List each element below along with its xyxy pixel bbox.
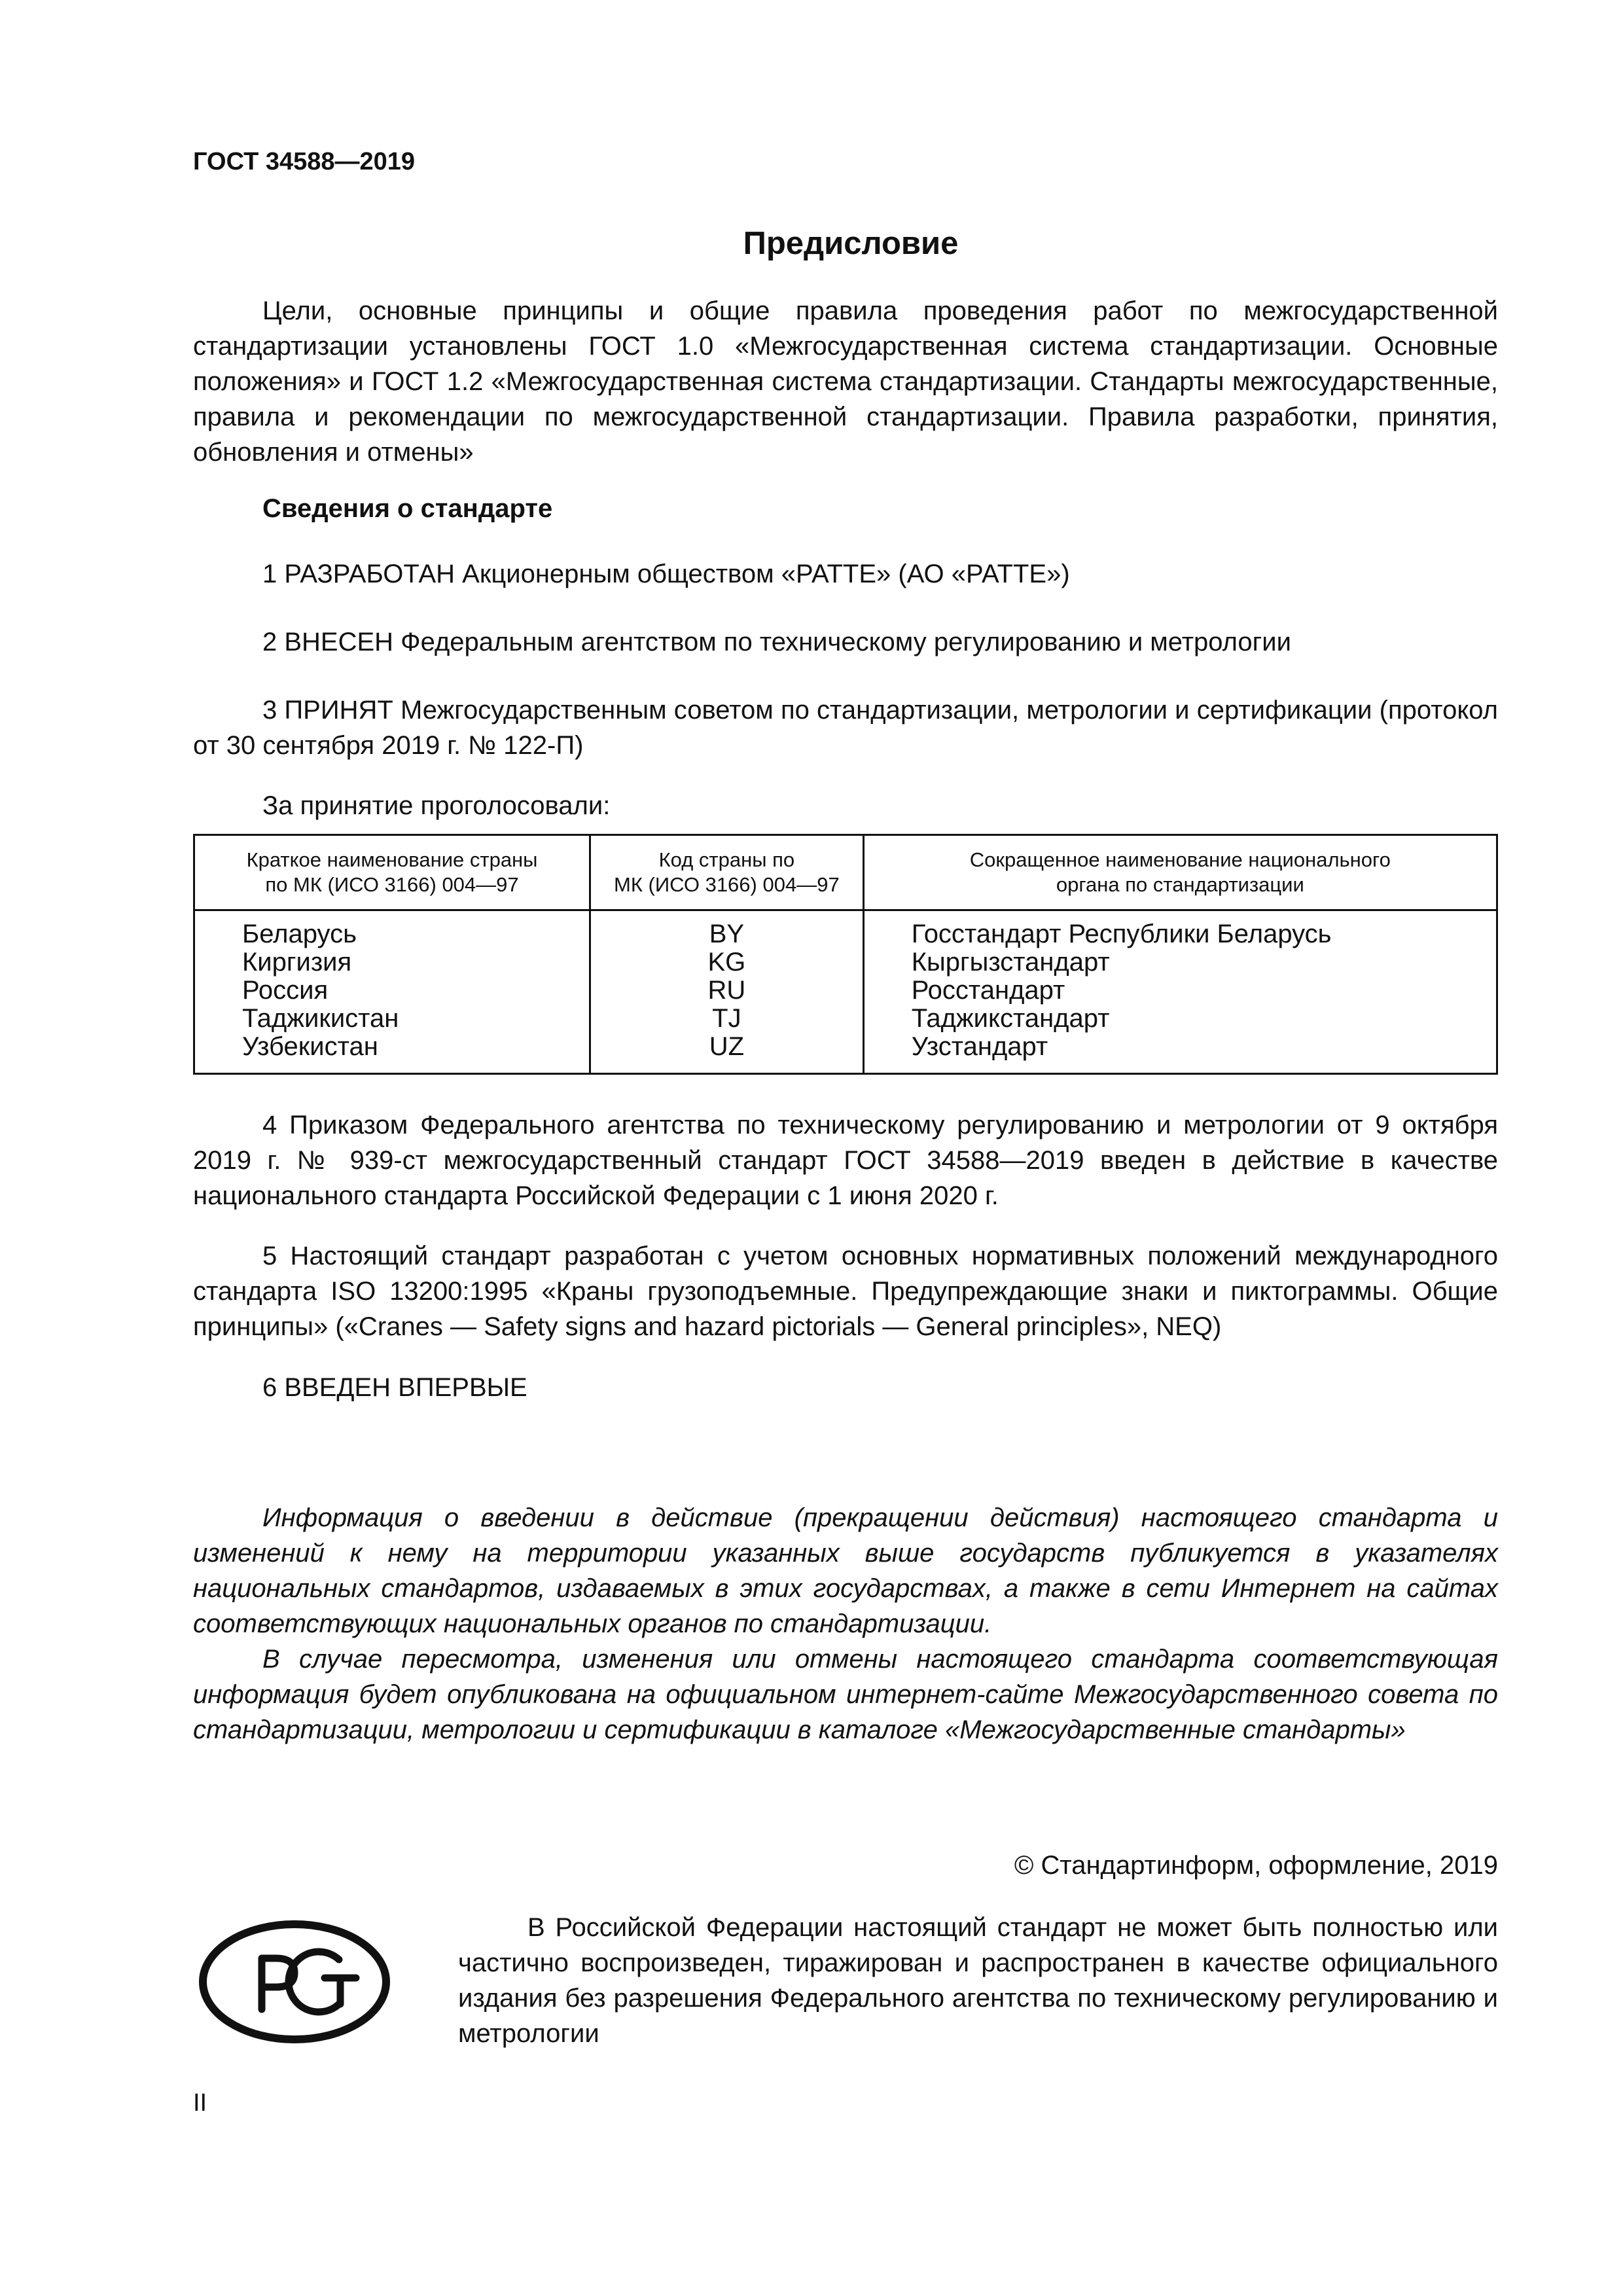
reprint-notice: В Российской Федерации настоящий стандарт не может быть полностью или частично воспроизведен, тиражирован и распространен в качестве официального издания без разрешения Федерального агентства по техническому регулированию и метрологии: [458, 1913, 1498, 2048]
intro-paragraph: Цели, основные принципы и общие правила проведения работ по межгосударственной стандартизации установлены ГОСТ 1.0 «Межгосударственная система стандартизации. Основные положения» и ГОСТ 1.2 «Межгосударственная система стандартизации. Стандарты межгосударственные, правила и рекомендации по межгосударственной стандартизации. Правила разработки, принятия, обновления и отмены»: [193, 296, 1498, 467]
code-cell: BY: [709, 920, 745, 948]
table-row: [194, 910, 1497, 1074]
country-column: [194, 910, 590, 1074]
body-cell: Госстандарт Республики Беларусь: [911, 920, 1332, 948]
code-cell: RU: [707, 976, 746, 1005]
body-cell: Таджикстандарт: [911, 1004, 1110, 1033]
code-cell: KG: [707, 948, 746, 977]
country-cell: Беларусь: [242, 920, 357, 948]
table-header-row: [194, 835, 1497, 910]
rst-certification-mark-icon: [196, 1918, 393, 2045]
code-cell: TJ: [712, 1004, 741, 1033]
item-6: 6 ВВЕДЕН ВПЕРВЫЕ: [262, 1373, 527, 1402]
body-cell: Росстандарт: [911, 976, 1065, 1005]
body-cell: Кыргызстандарт: [911, 948, 1110, 977]
country-cell: Киргизия: [242, 948, 352, 977]
body-cell: Узстандарт: [911, 1032, 1048, 1061]
country-cell: Таджикистан: [242, 1004, 399, 1033]
item-1: 1 РАЗРАБОТАН Акционерным обществом «РАТТЕ» (АО «РАТТЕ»): [262, 560, 1070, 588]
standard-code: ГОСТ 34588—2019: [193, 148, 416, 175]
page-number: II: [193, 2089, 207, 2117]
item-2: 2 ВНЕСЕН Федеральным агентством по техническому регулированию и метрологии: [262, 628, 1291, 656]
body-column: [863, 910, 1497, 1074]
header-country: Краткое наименование страны по МК (ИСО 3166) 004—97: [194, 835, 590, 910]
header-code: Код страны по МК (ИСО 3166) 004—97: [590, 835, 864, 910]
country-cell: Узбекистан: [242, 1032, 378, 1061]
code-column: [590, 910, 864, 1074]
notice-paragraph-1: Информация о введении в действие (прекращении действия) настоящего стандарта и изменений к нему на территории указанных выше государств публикуется в указателях национальных стандартов, издаваемых в этих государствах, а также в сети Интернет на сайтах соответствующих национальных органов по стандартизации.: [193, 1503, 1498, 1638]
voted-label: За принятие проголосовали:: [262, 791, 611, 820]
item-3: 3 ПРИНЯТ Межгосударственным советом по стандартизации, метрологии и сертификации (протокол от 30 сентября 2019 г. № 122-П): [193, 696, 1498, 760]
country-cell: Россия: [242, 976, 329, 1005]
notice-paragraph-2: В случае пересмотра, изменения или отмены настоящего стандарта соответствующая информация будет опубликована на официальном интернет-сайте Межгосударственного совета по стандартизации, метрологии и сертификации в каталоге «Межгосударственные стандарты»: [193, 1645, 1498, 1744]
code-cell: UZ: [709, 1032, 745, 1061]
info-heading: Сведения о стандарте: [262, 494, 553, 523]
item-4: 4 Приказом Федерального агентства по техническому регулированию и метрологии от 9 октября 2019 г. № 939-ст межгосударственный стандарт ГОСТ 34588—2019 введен в действие в качестве национального стандарта Российской Федерации с 1 июня 2020 г.: [193, 1111, 1498, 1210]
header-body: Сокращенное наименование национального органа по стандартизации: [863, 835, 1497, 910]
copyright-line: © Стандартинформ, оформление, 2019: [1014, 1851, 1498, 1880]
page-title: Предисловие: [743, 226, 959, 261]
item-5: 5 Настоящий стандарт разработан с учетом основных нормативных положений международного стандарта ISO 13200:1995 «Краны грузоподъемные. Предупреждающие знаки и пиктограммы. Общие принципы» («Cranes — Safety signs and hazard pictorials — General principles», NEQ): [193, 1242, 1498, 1341]
voting-table: [193, 834, 1498, 1075]
